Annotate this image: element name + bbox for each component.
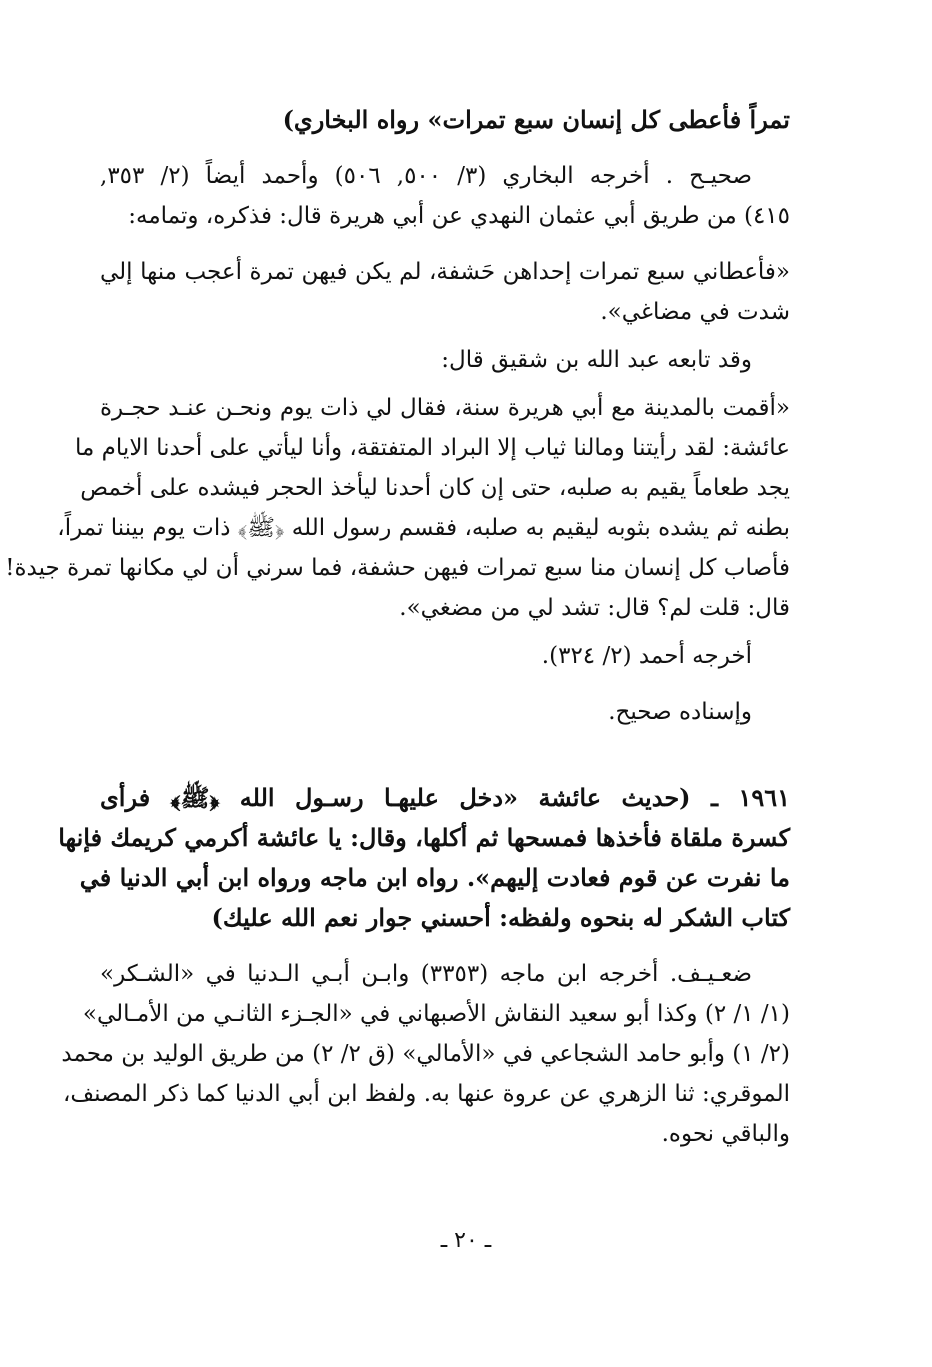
quote-line: شدت في مضاغي». bbox=[600, 299, 790, 325]
takhrij-line: ضعـيـف. أخرجه ابن ماجه (٣٣٥٣) وابـن أبـي الـدنيا في «الشـكر» bbox=[100, 961, 752, 987]
quote-line: يجد طعاماً يقيم به صلبه، حتى إن كان أحدنا ليأخذ الحجر فيشده على أخمص bbox=[80, 475, 790, 501]
quote-line: فأصاب كل إنسان منا سبع تمرات فيهن حشفة، فما سرني أن لي مكانها تمرة جيدة! bbox=[5, 555, 790, 581]
hadith-text: كسرة ملقاة فأخذها فمسحها ثم أكلها، وقال: يا عائشة أكرمي كريمك فإنها bbox=[58, 823, 790, 852]
note-line: أخرجه أحمد (٢/ ٣٢٤). bbox=[541, 643, 752, 669]
hadith-text-continuation: تمراً فأعطى كل إنسان سبع تمرات» رواه البخاري) bbox=[282, 105, 790, 134]
takhrij-line: صحيـح . أخرجه البخاري (٣/ ٥٠٠, ٥٠٦) وأحمد أيضاً (٢/ ٣٥٣, bbox=[100, 163, 753, 189]
quote-line: قال: قلت لم؟ قال: تشد لي من مضغي». bbox=[399, 595, 790, 621]
takhrij-line: (١/ ١/ ٢) وكذا أبو سعيد النقاش الأصبهاني في «الجـزء الثانـي من الأمـالي» bbox=[82, 1001, 790, 1027]
takhrij-line: والباقي نحوه. bbox=[661, 1121, 790, 1147]
takhrij-line: الموقري: ثنا الزهري عن عروة عنها به. ولفظ ابن أبي الدنيا كما ذكر المصنف، bbox=[62, 1081, 790, 1107]
note-line: وقد تابعه عبد الله بن شقيق قال: bbox=[441, 347, 752, 373]
takhrij-line: (٢/ ١) وأبو حامد الشجاعي في «الأمالي» (ق ٢/ ٢) من طريق الوليد بن محمد bbox=[61, 1041, 790, 1067]
page-number: ـ ٢٠ ـ bbox=[440, 1228, 492, 1253]
hadith-text: ما نفرت عن قوم فعادت إليهم». رواه ابن ماجه ورواه ابن أبي الدنيا في bbox=[79, 863, 790, 892]
hadith-heading: ١٩٦١ ـ (حديث عائشة «دخل عليهـا رسـول الله ﴿ﷺ﴾ فرأى bbox=[100, 783, 790, 812]
hadith-text: كتاب الشكر له بنحوه ولفظه: أحسني جوار نعم الله عليك) bbox=[211, 903, 790, 932]
quote-line: عائشة: لقد رأيتنا ومالنا ثياب إلا البراد المتفتقة، وأنا ليأتي على أحدنا الايام ما bbox=[75, 435, 790, 461]
quote-line: «فأعطاني سبع تمرات إحداهن حَشفة، لم يكن فيهن تمرة أعجب منها إلي bbox=[100, 259, 790, 285]
takhrij-line: ٤١٥) من طريق أبي عثمان النهدي عن أبي هريرة قال: فذكره، وتمامه: bbox=[128, 203, 790, 229]
page-body bbox=[5, 100, 790, 1154]
note-line: وإسناده صحيح. bbox=[608, 699, 752, 725]
quote-line: «أقمت بالمدينة مع أبي هريرة سنة، فقال لي ذات يوم ونحـن عنـد حجـرة bbox=[100, 395, 790, 421]
quote-line: بطنه ثم يشده بثوبه ليقيم به صلبه، فقسم رسول الله ﴿ﷺ﴾ ذات يوم بيننا تمراً، bbox=[57, 515, 790, 541]
